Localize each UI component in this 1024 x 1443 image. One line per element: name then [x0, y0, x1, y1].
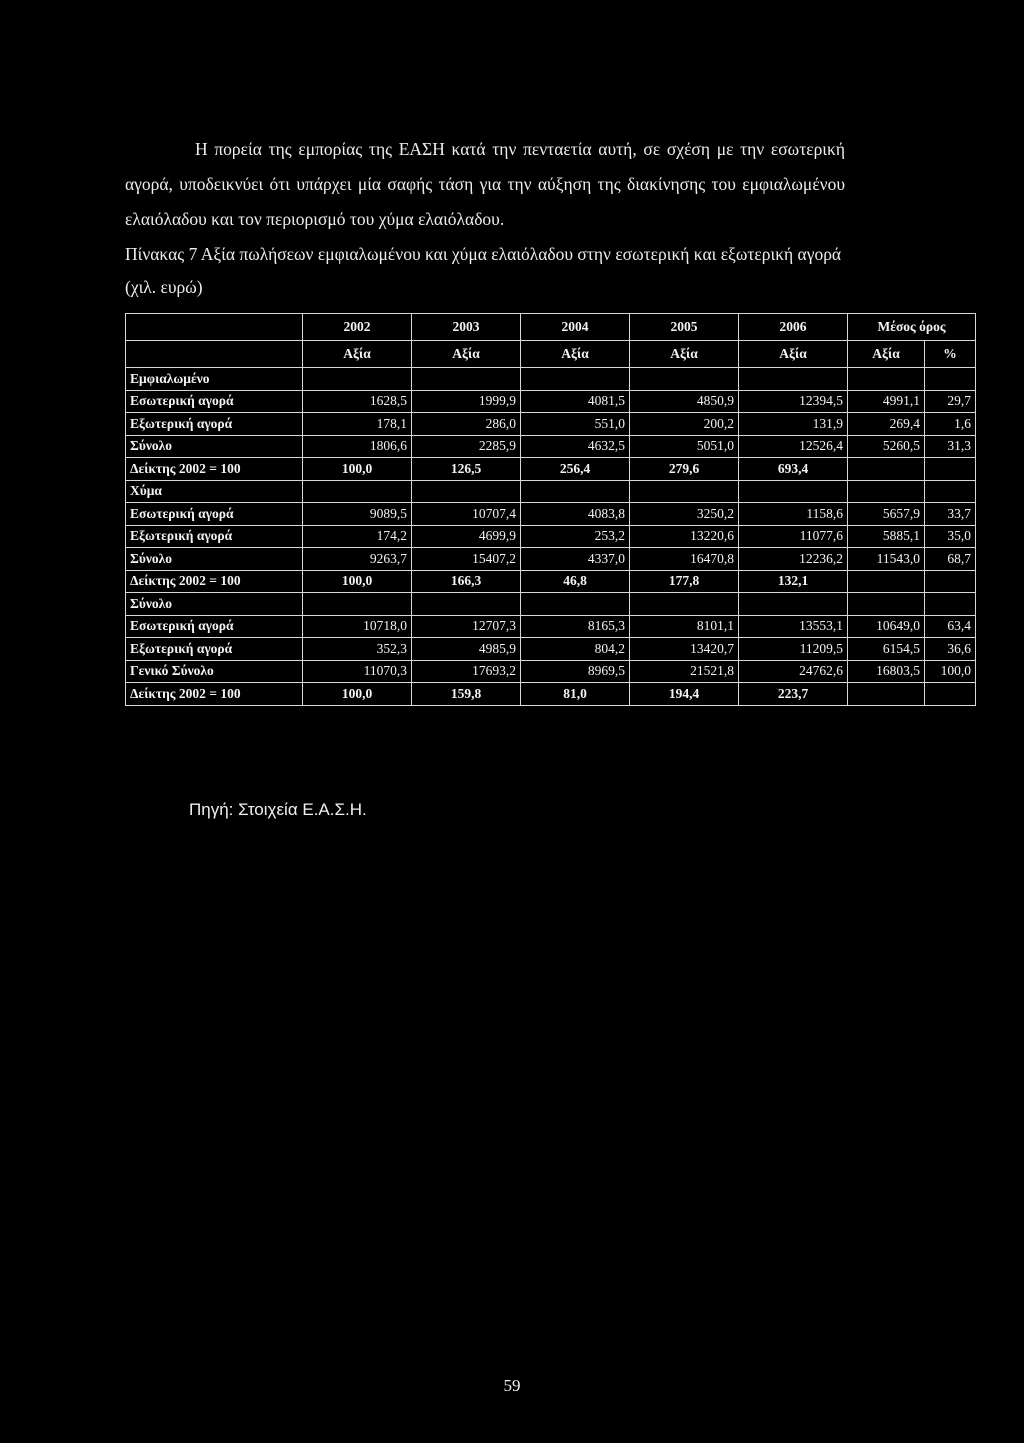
table-row — [126, 683, 976, 706]
header-year-2006: 2006 — [739, 314, 848, 341]
table-cell: 100,0 — [303, 683, 412, 706]
table-cell — [848, 368, 925, 391]
sales-value-table — [125, 313, 976, 706]
row-label: Εξωτερική αγορά — [126, 525, 303, 548]
table-cell: 194,4 — [630, 683, 739, 706]
table-cell: 166,3 — [412, 570, 521, 593]
table-cell: 4083,8 — [521, 503, 630, 526]
table-cell: 35,0 — [925, 525, 976, 548]
subheader-average-value: Αξία — [848, 341, 925, 368]
table-cell: 15407,2 — [412, 548, 521, 571]
table-cell: 8101,1 — [630, 615, 739, 638]
table-cell: 1628,5 — [303, 390, 412, 413]
table-cell — [521, 593, 630, 616]
table-cell — [739, 480, 848, 503]
subheader-value: Αξία — [739, 341, 848, 368]
table-cell: 9263,7 — [303, 548, 412, 571]
table-cell: 177,8 — [630, 570, 739, 593]
table-cell: 693,4 — [739, 458, 848, 481]
header-corner-cell — [126, 314, 303, 341]
table-cell: 159,8 — [412, 683, 521, 706]
table-row — [126, 615, 976, 638]
table-cell: 81,0 — [521, 683, 630, 706]
table-cell: 1806,6 — [303, 435, 412, 458]
table-cell — [848, 458, 925, 481]
table-cell: 4991,1 — [848, 390, 925, 413]
table-row — [126, 638, 976, 661]
table-cell — [412, 368, 521, 391]
table-cell — [848, 570, 925, 593]
table-cell: 12526,4 — [739, 435, 848, 458]
subheader-value: Αξία — [303, 341, 412, 368]
table-cell: 12394,5 — [739, 390, 848, 413]
table-cell: 100,0 — [303, 458, 412, 481]
table-cell: 24762,6 — [739, 660, 848, 683]
table-cell: 1,6 — [925, 413, 976, 436]
table-row — [126, 525, 976, 548]
table-cell: 13420,7 — [630, 638, 739, 661]
subheader-value: Αξία — [630, 341, 739, 368]
row-label: Εσωτερική αγορά — [126, 503, 303, 526]
table-row — [126, 368, 976, 391]
table-cell: 13553,1 — [739, 615, 848, 638]
table-caption: Πίνακας 7 Αξία πωλήσεων εμφιαλωμένου και χύμα ελαιόλαδου στην εσωτερική και εξωτερική αγορά (χιλ. ευρώ) — [125, 244, 842, 297]
table-cell: 178,1 — [303, 413, 412, 436]
table-cell — [925, 480, 976, 503]
table-cell: 13220,6 — [630, 525, 739, 548]
table-cell: 29,7 — [925, 390, 976, 413]
table-cell — [925, 570, 976, 593]
table-cell — [412, 593, 521, 616]
table-header-years — [126, 314, 976, 341]
table-cell: 5260,5 — [848, 435, 925, 458]
table-row — [126, 435, 976, 458]
table-cell — [739, 368, 848, 391]
table-cell: 1999,9 — [412, 390, 521, 413]
subheader-value: Αξία — [412, 341, 521, 368]
table-cell — [925, 368, 976, 391]
row-label: Γενικό Σύνολο — [126, 660, 303, 683]
table-header-subheaders — [126, 341, 976, 368]
row-label: Εμφιαλωμένο — [126, 368, 303, 391]
table-cell: 286,0 — [412, 413, 521, 436]
table-cell — [303, 480, 412, 503]
row-label: Εξωτερική αγορά — [126, 638, 303, 661]
table-cell — [848, 683, 925, 706]
table-cell — [521, 368, 630, 391]
header-average: Μέσος όρος — [848, 314, 976, 341]
table-cell: 16470,8 — [630, 548, 739, 571]
table-cell: 279,6 — [630, 458, 739, 481]
table-cell: 63,4 — [925, 615, 976, 638]
table-cell: 253,2 — [521, 525, 630, 548]
table-cell: 5657,9 — [848, 503, 925, 526]
table-cell: 4632,5 — [521, 435, 630, 458]
row-label: Σύνολο — [126, 548, 303, 571]
table-cell: 11543,0 — [848, 548, 925, 571]
row-label: Σύνολο — [126, 435, 303, 458]
table-cell: 10649,0 — [848, 615, 925, 638]
table-cell — [521, 480, 630, 503]
table-cell: 551,0 — [521, 413, 630, 436]
table-cell — [303, 593, 412, 616]
source-note: Πηγή: Στοιχεία Ε.Α.Σ.Η. — [189, 800, 367, 819]
table-cell: 46,8 — [521, 570, 630, 593]
table-cell: 12236,2 — [739, 548, 848, 571]
header-year-2004: 2004 — [521, 314, 630, 341]
table-cell: 12707,3 — [412, 615, 521, 638]
row-label: Σύνολο — [126, 593, 303, 616]
table-cell: 804,2 — [521, 638, 630, 661]
table-cell: 200,2 — [630, 413, 739, 436]
table-cell: 17693,2 — [412, 660, 521, 683]
table-cell: 100,0 — [303, 570, 412, 593]
table-row — [126, 503, 976, 526]
table-cell: 174,2 — [303, 525, 412, 548]
row-label: Εσωτερική αγορά — [126, 615, 303, 638]
table-cell: 8165,3 — [521, 615, 630, 638]
table-cell: 10718,0 — [303, 615, 412, 638]
table-cell: 352,3 — [303, 638, 412, 661]
table-cell: 131,9 — [739, 413, 848, 436]
table-cell: 11070,3 — [303, 660, 412, 683]
table-row — [126, 593, 976, 616]
table-row — [126, 480, 976, 503]
table-cell — [848, 480, 925, 503]
table-cell — [630, 593, 739, 616]
table-cell: 33,7 — [925, 503, 976, 526]
table-cell: 223,7 — [739, 683, 848, 706]
table-row — [126, 570, 976, 593]
table-cell: 11077,6 — [739, 525, 848, 548]
table-cell: 4850,9 — [630, 390, 739, 413]
page-number: 59 — [503, 1376, 521, 1395]
row-label: Εσωτερική αγορά — [126, 390, 303, 413]
table-cell — [925, 683, 976, 706]
table-row — [126, 660, 976, 683]
table-row — [126, 390, 976, 413]
table-cell: 5885,1 — [848, 525, 925, 548]
table-cell — [739, 593, 848, 616]
row-label: Δείκτης 2002 = 100 — [126, 570, 303, 593]
table-row — [126, 548, 976, 571]
table-cell: 100,0 — [925, 660, 976, 683]
row-label: Εξωτερική αγορά — [126, 413, 303, 436]
table-cell: 4337,0 — [521, 548, 630, 571]
table-cell: 4985,9 — [412, 638, 521, 661]
table-body — [126, 314, 976, 706]
table-cell — [925, 458, 976, 481]
table-row — [126, 458, 976, 481]
table-cell: 16803,5 — [848, 660, 925, 683]
table-cell: 2285,9 — [412, 435, 521, 458]
row-label: Δείκτης 2002 = 100 — [126, 683, 303, 706]
row-label: Χύμα — [126, 480, 303, 503]
table-cell — [412, 480, 521, 503]
table-cell: 5051,0 — [630, 435, 739, 458]
table-cell: 68,7 — [925, 548, 976, 571]
table-row — [126, 413, 976, 436]
subheader-value: Αξία — [521, 341, 630, 368]
subheader-corner-cell — [126, 341, 303, 368]
row-label: Δείκτης 2002 = 100 — [126, 458, 303, 481]
table-cell: 8969,5 — [521, 660, 630, 683]
table-cell: 9089,5 — [303, 503, 412, 526]
intro-paragraph-text: Η πορεία της εμπορίας της ΕΑΣΗ κατά την πενταετία αυτή, σε σχέση με την εσωτερική αγορά, υποδεικνύει ότι υπάρχει μία σαφής τάση για την αύξηση της διακίνησης του εμφιαλωμένου ελαιόλαδου και τον περιορισμό του χύμα ελαιόλαδου. — [125, 139, 845, 229]
header-year-2005: 2005 — [630, 314, 739, 341]
table-cell: 4699,9 — [412, 525, 521, 548]
table-cell — [848, 593, 925, 616]
table-cell — [303, 368, 412, 391]
table-cell: 4081,5 — [521, 390, 630, 413]
header-year-2002: 2002 — [303, 314, 412, 341]
table-cell: 31,3 — [925, 435, 976, 458]
table-cell: 10707,4 — [412, 503, 521, 526]
table-cell: 132,1 — [739, 570, 848, 593]
table-cell: 6154,5 — [848, 638, 925, 661]
table-cell: 3250,2 — [630, 503, 739, 526]
header-year-2003: 2003 — [412, 314, 521, 341]
table-cell: 126,5 — [412, 458, 521, 481]
table-cell: 256,4 — [521, 458, 630, 481]
table-cell — [630, 480, 739, 503]
subheader-percent: % — [925, 341, 976, 368]
table-cell — [630, 368, 739, 391]
table-cell: 21521,8 — [630, 660, 739, 683]
table-cell: 36,6 — [925, 638, 976, 661]
table-cell: 1158,6 — [739, 503, 848, 526]
table-cell: 269,4 — [848, 413, 925, 436]
table-cell — [925, 593, 976, 616]
table-cell: 11209,5 — [739, 638, 848, 661]
intro-paragraph — [125, 132, 845, 237]
